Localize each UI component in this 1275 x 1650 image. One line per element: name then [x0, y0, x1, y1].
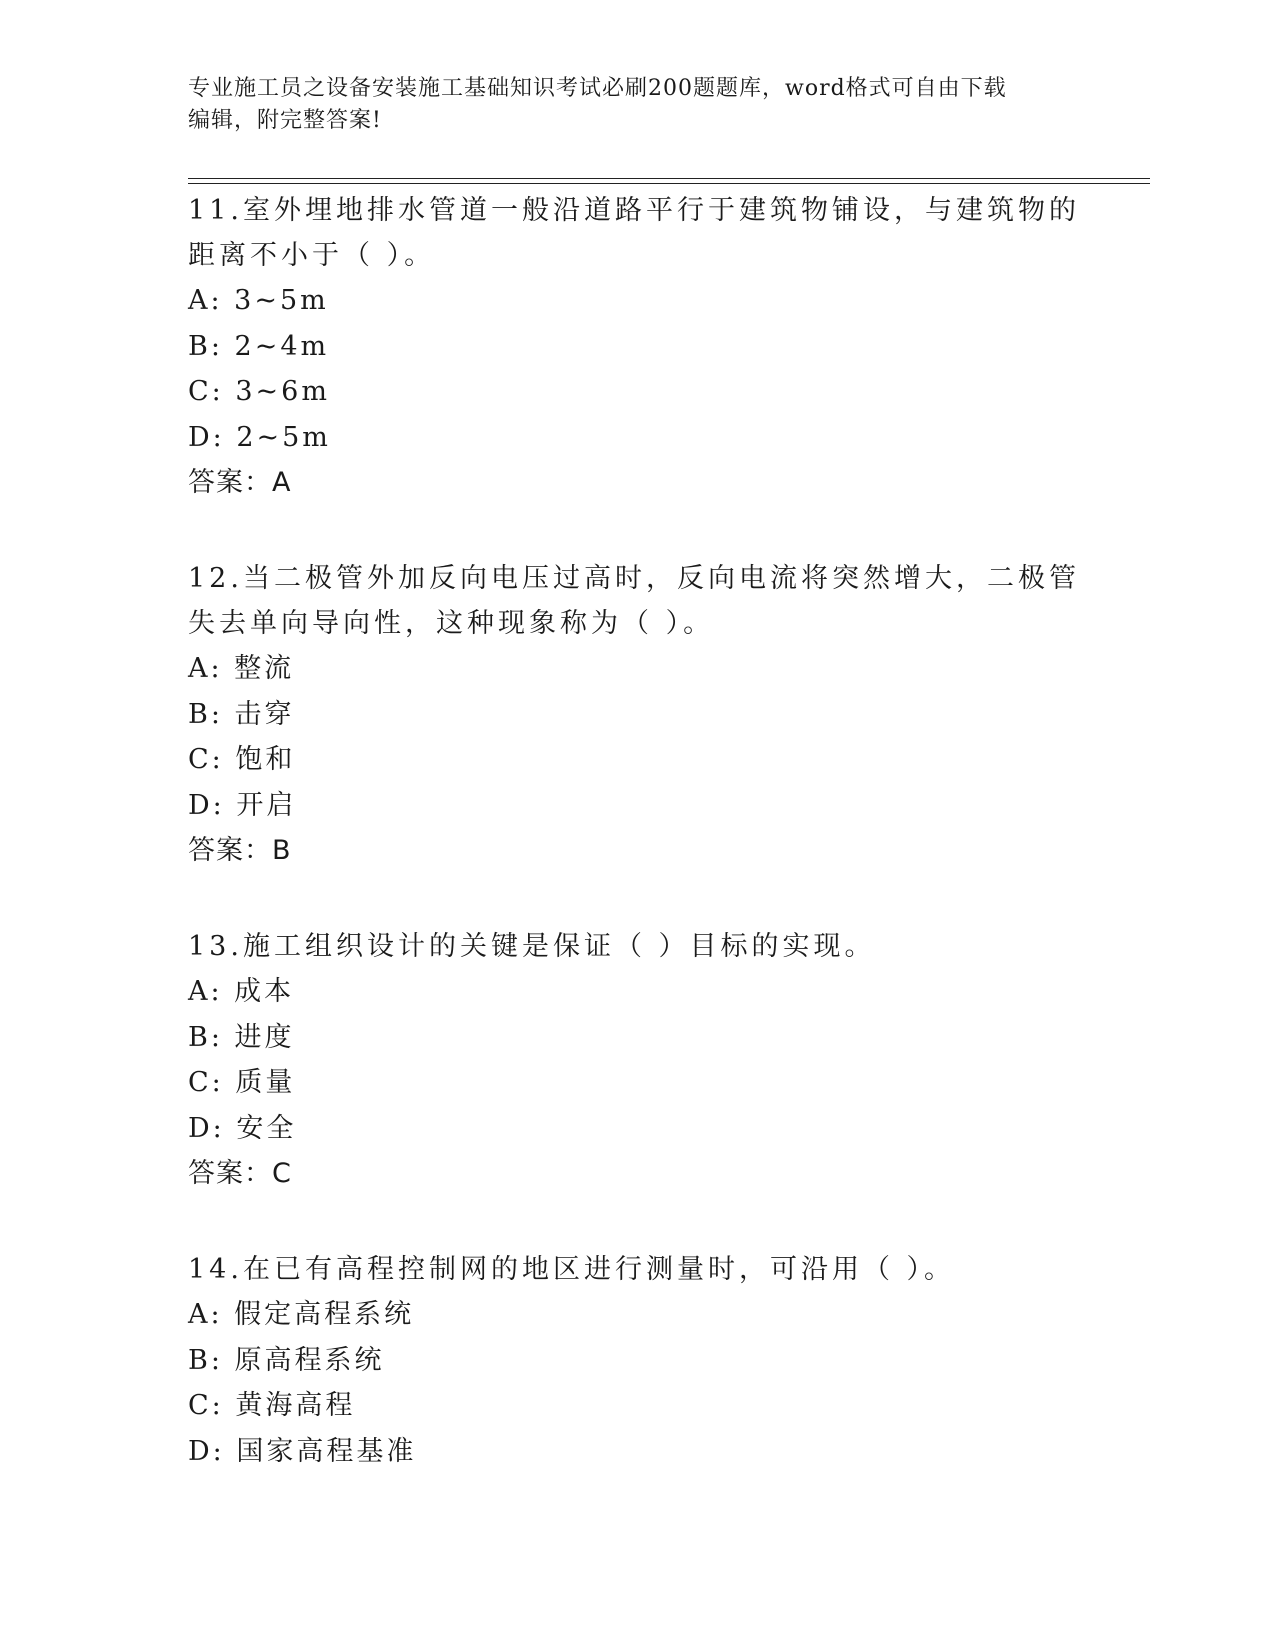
option-d: D: 开启: [188, 789, 297, 821]
option-d: D: 安全: [188, 1112, 297, 1144]
question-list: [188, 188, 1088, 1525]
header-divider-bottom: [188, 183, 1150, 184]
question-stem: 14.在已有高程控制网的地区进行测量时，可沿用（ ）。: [188, 1254, 956, 1285]
option-b: B: 2~4m: [188, 330, 330, 362]
question-13: [188, 924, 1088, 1196]
option-a: A: 成本: [188, 976, 295, 1007]
answer-line: 答案：C: [188, 1158, 292, 1189]
option-b: B: 进度: [188, 1021, 295, 1053]
option-list: [188, 1292, 1088, 1474]
question-14: [188, 1247, 1088, 1474]
option-a: A: 3~5m: [188, 285, 329, 316]
header-divider-top: [188, 178, 1150, 179]
question-stem: 13.施工组织设计的关键是保证（ ）目标的实现。: [188, 931, 876, 962]
option-d: D: 国家高程基准: [188, 1435, 417, 1467]
option-c: C: 黄海高程: [188, 1390, 356, 1421]
question-11: [188, 188, 1088, 505]
option-c: C: 3~6m: [188, 376, 330, 407]
header-title-line-1: 专业施工员之设备安装施工基础知识考试必刷200题题库，word格式可自由下载: [188, 76, 1007, 101]
option-d: D: 2~5m: [188, 421, 331, 453]
option-a: A: 整流: [188, 653, 295, 684]
header-title-line-2: 编辑，附完整答案!: [188, 108, 382, 133]
option-list: [188, 969, 1088, 1151]
option-c: C: 质量: [188, 1067, 296, 1098]
answer-line: 答案：B: [188, 835, 292, 866]
option-c: C: 饱和: [188, 744, 296, 775]
document-header: [188, 73, 1068, 137]
question-stem: 11.室外埋地排水管道一般沿道路平行于建筑物铺设，与建筑物的距离不小于（ ）。: [188, 195, 1080, 271]
option-a: A: 假定高程系统: [188, 1299, 415, 1330]
question-12: [188, 556, 1088, 873]
option-b: B: 击穿: [188, 698, 295, 730]
answer-line: 答案：A: [188, 467, 292, 498]
question-stem: 12.当二极管外加反向电压过高时，反向电流将突然增大，二极管失去单向导向性，这种现象称为（ ）。: [188, 563, 1080, 639]
option-b: B: 原高程系统: [188, 1344, 385, 1376]
option-list: [188, 646, 1088, 828]
option-list: [188, 278, 1088, 460]
